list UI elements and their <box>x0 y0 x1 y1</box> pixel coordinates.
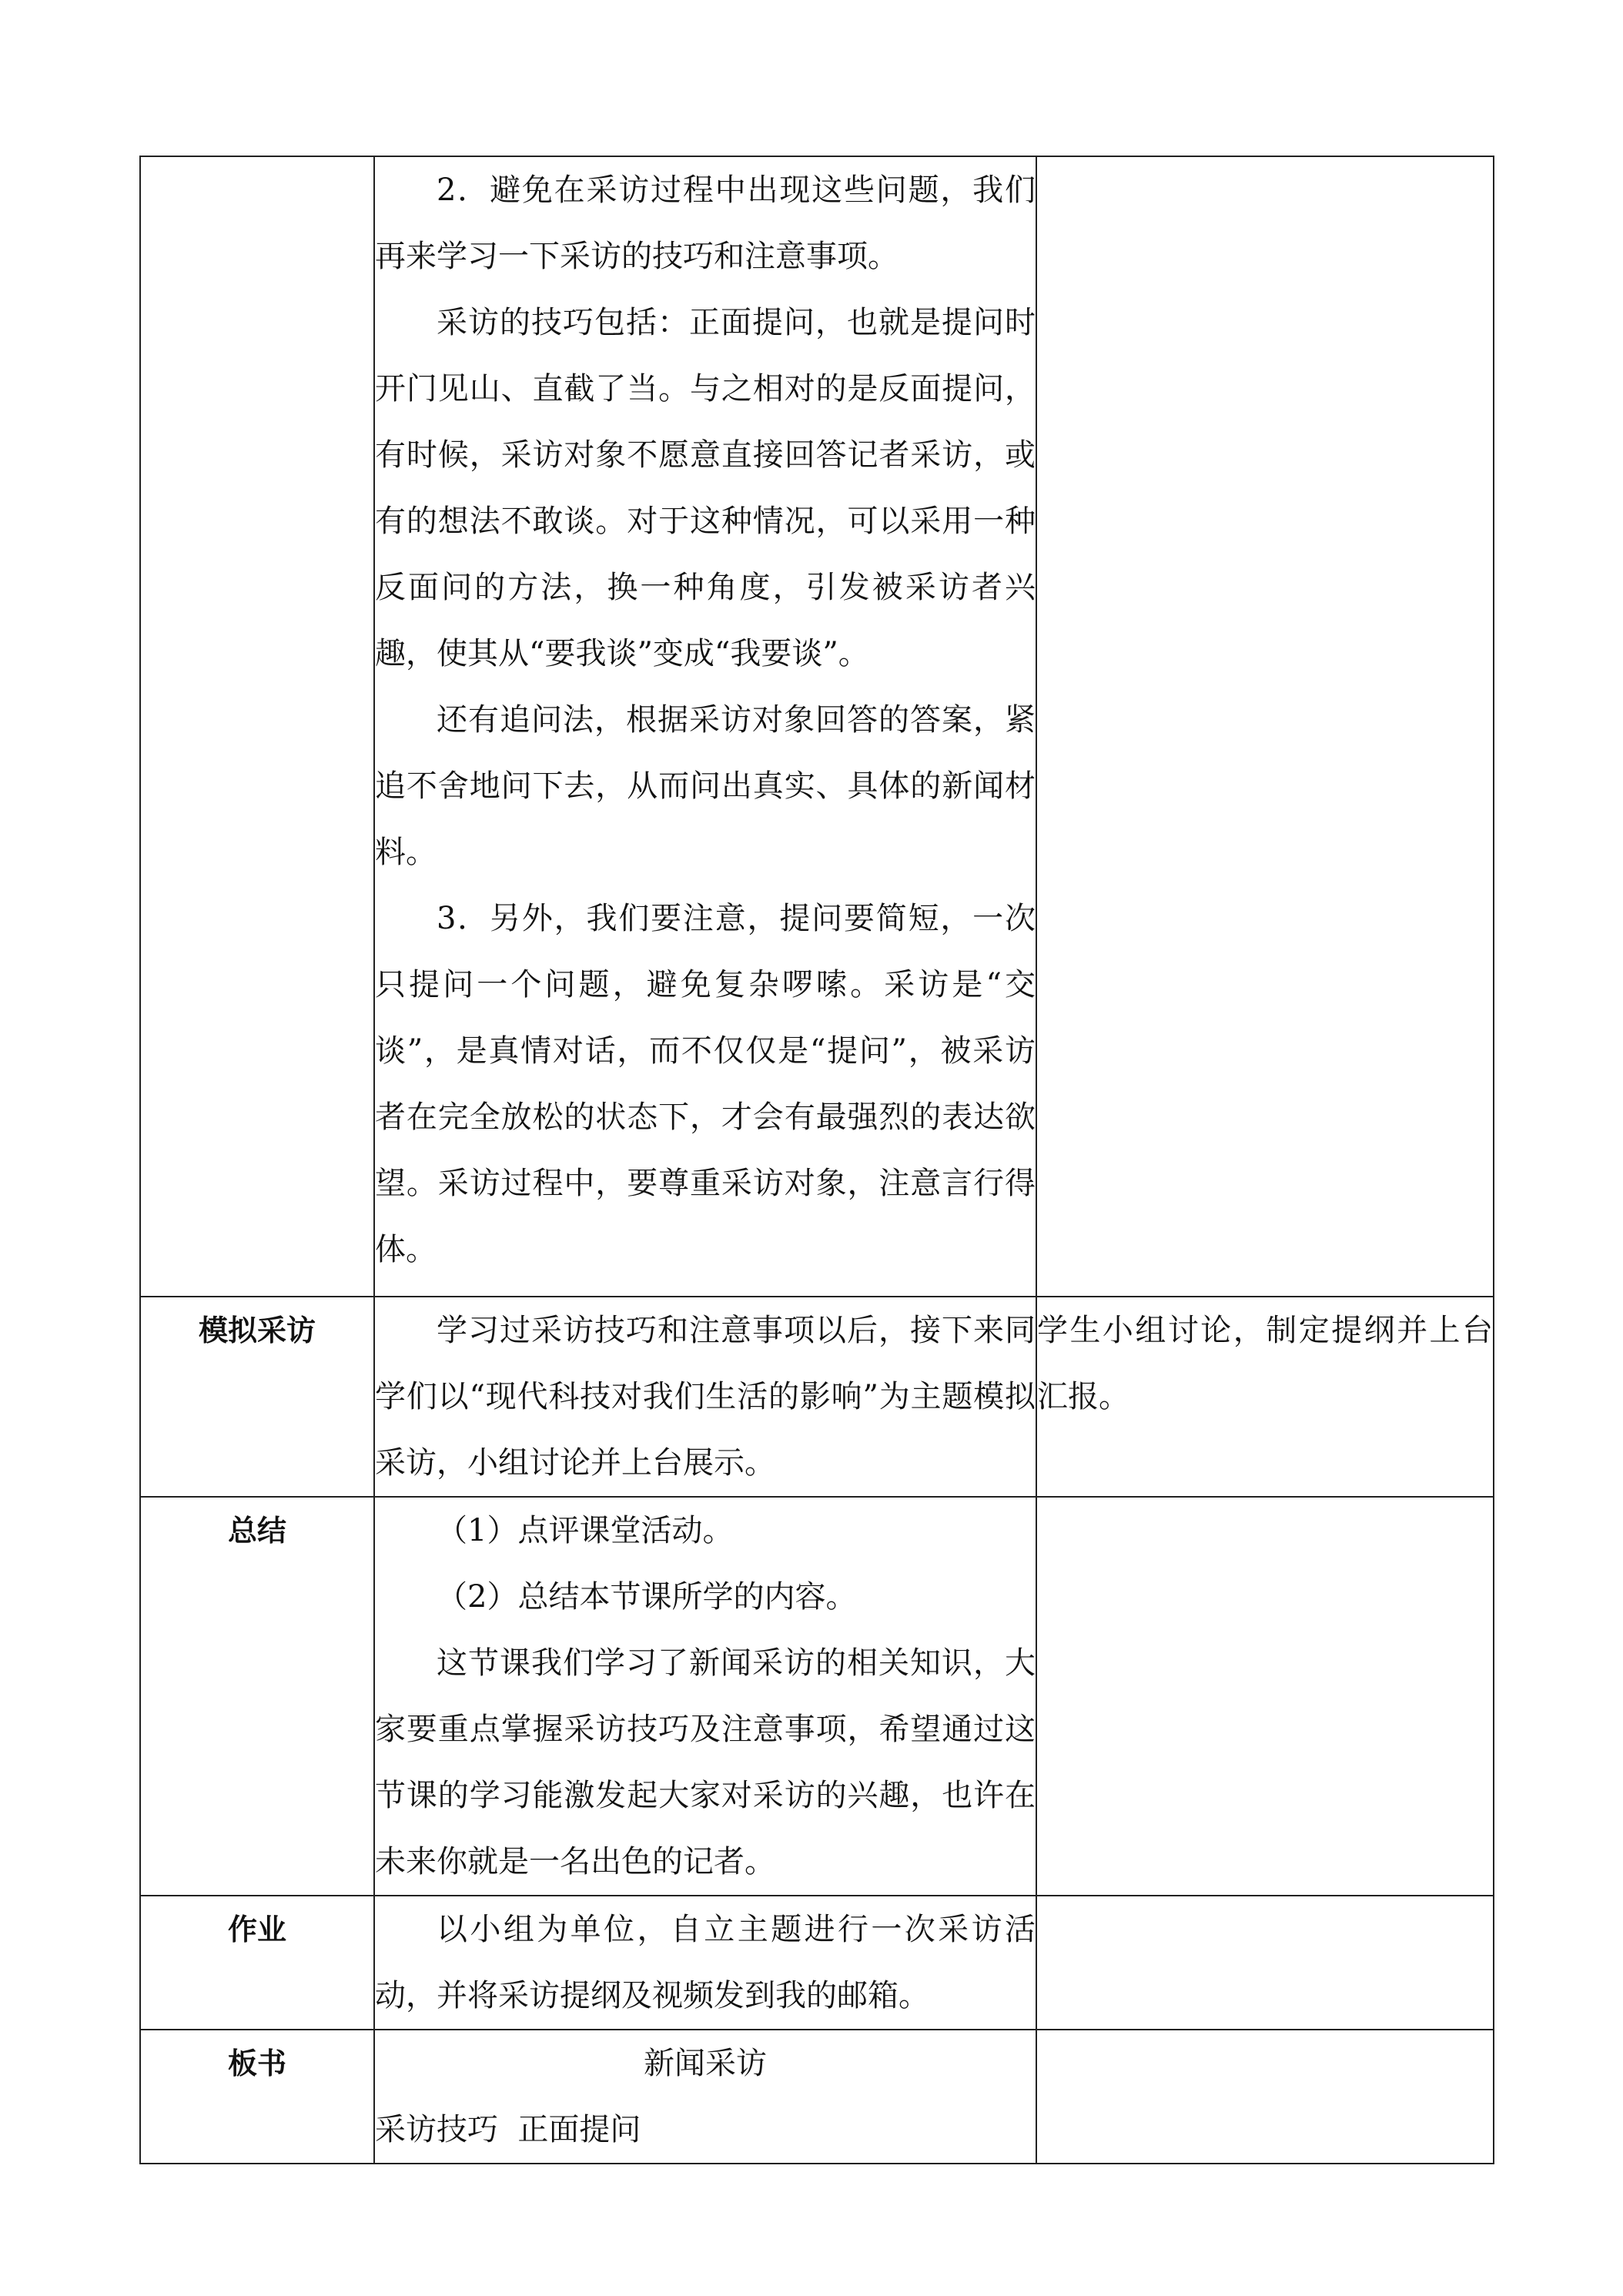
row-label-cell <box>140 1896 374 2030</box>
table-row-mock-interview <box>140 1297 1494 1497</box>
row-label-cell <box>140 156 374 1297</box>
paragraph: 学习过采访技巧和注意事项以后，接下来同学们以“现代科技对我们生活的影响”为主题模拟采访，小组讨论并上台展示。 <box>375 1313 1036 1481</box>
table-row-homework <box>140 1896 1494 2030</box>
student-activity-cell <box>1036 1497 1494 1896</box>
row-label: 模拟采访 <box>198 1314 316 1347</box>
lesson-plan-table <box>139 156 1494 2164</box>
row-label-cell <box>140 2030 374 2164</box>
paragraph: 这节课我们学习了新闻采访的相关知识，大家要重点掌握采访技巧及注意事项，希望通过这节课的学习能激发起大家对采访的兴趣，也许在未来你就是一名出色的记者。 <box>375 1645 1036 1879</box>
student-activity-cell <box>1036 2030 1494 2164</box>
paragraph: （2）总结本节课所学的内容。 <box>437 1579 857 1615</box>
table-row-summary <box>140 1497 1494 1896</box>
row-label-cell <box>140 1297 374 1497</box>
paragraph: 2．避免在采访过程中出现这些问题，我们再来学习一下采访的技巧和注意事项。 <box>375 172 1036 274</box>
paragraph: 还有追问法，根据采访对象回答的答案，紧追不舍地问下去，从而问出真实、具体的新闻材料。 <box>375 702 1036 870</box>
table-row-blackboard <box>140 2030 1494 2164</box>
content-cell <box>374 1297 1036 1497</box>
paragraph: 以小组为单位，自立主题进行一次采访活动，并将采访提纲及视频发到我的邮箱。 <box>375 1912 1036 2013</box>
student-activity-text: 学生小组讨论，制定提纲并上台汇报。 <box>1037 1313 1493 1414</box>
content-cell <box>374 1497 1036 1896</box>
student-activity-cell <box>1036 1896 1494 2030</box>
student-activity-cell <box>1036 1297 1494 1497</box>
row-label-cell <box>140 1497 374 1896</box>
paragraph: 3．另外，我们要注意，提问要简短，一次只提问一个问题，避免复杂啰嗦。采访是“交谈”，是真情对话，而不仅仅是“提问”，被采访者在完全放松的状态下，才会有最强烈的表达欲望。采访过程中，要尊重采访对象，注意言行得体。 <box>375 901 1036 1267</box>
board-title: 新闻采访 <box>644 2046 767 2081</box>
row-label: 作业 <box>227 1913 286 1946</box>
table-row-interview-tips <box>140 156 1494 1297</box>
board-line: 采访技巧 正面提问 <box>375 2112 641 2147</box>
row-label: 板书 <box>227 2047 286 2080</box>
student-activity-cell <box>1036 156 1494 1297</box>
content-cell <box>374 1896 1036 2030</box>
paragraph: 采访的技巧包括：正面提问，也就是提问时开门见山、直截了当。与之相对的是反面提问，有时候，采访对象不愿意直接回答记者采访，或有的想法不敢谈。对于这种情况，可以采用一种反面问的方法，换一种角度，引发被采访者兴趣，使其从“要我谈”变成“我要谈”。 <box>375 305 1036 671</box>
row-label: 总结 <box>227 1514 286 1548</box>
paragraph: （1）点评课堂活动。 <box>437 1513 734 1548</box>
content-cell <box>374 156 1036 1297</box>
content-cell <box>374 2030 1036 2164</box>
